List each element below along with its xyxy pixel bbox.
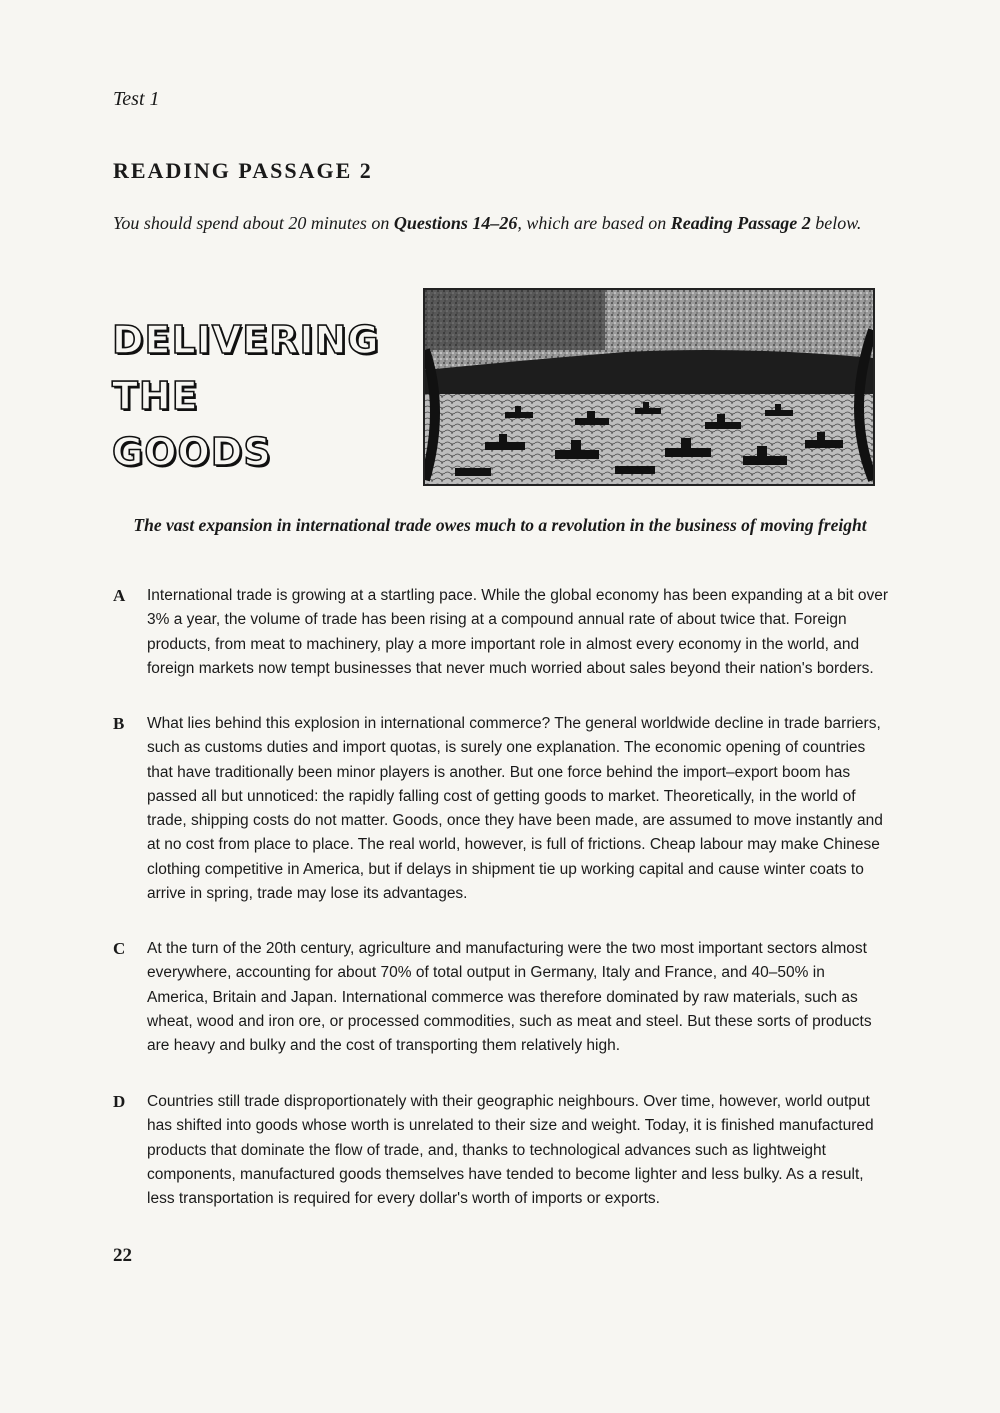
paragraph-letter: C <box>113 939 126 958</box>
paragraph-text: Countries still trade disproportionately with their geographic neighbours. Over time, however, world output has shifted into goods whose worth is unrelated to their size and weight. Today, it is finished manufactured products that dominate the flow of trade, and, thanks to technological advances such as lightweight components, manufactured goods themselves have tended to become lighter and less bulky. As a result, less transportation is required for every dollar's worth of imports or exports. <box>147 1093 874 1208</box>
article-title-line: GOODS <box>112 430 272 474</box>
paragraph-text: International trade is growing at a startling pace. While the global economy has been expanding at a bit over 3% a year, the volume of trade has been rising at a compound annual rate of about twice that. Foreign products, from meat to machinery, play a more important role in almost every economy in the world, and foreign markets now tempt businesses that never much worried about sales beyond their nation's borders. <box>147 587 889 677</box>
article-title-line: THE <box>112 374 199 418</box>
paragraph-d <box>113 1090 888 1211</box>
paragraph-text: What lies behind this explosion in international commerce? The general worldwide decline in trade barriers, such as customs duties and import quotas, is surely one explanation. The economic opening of countries that have traditionally been minor players is another. But one force behind the import–export boom has passed all but unnoticed: the rapidly falling cost of getting goods to market. Theoretically, in the world of trade, shipping costs do not matter. Goods, once they have been made, are assumed to move instantly and at no cost from place to place. The real world, however, is full of frictions. Cheap labour may make Chinese clothing competitive in America, but if delays in shipment tie up working capital and cause winter coats to arrive in spring, trade may lose its advantages. <box>147 715 883 903</box>
section-title: READING PASSAGE 2 <box>113 158 373 183</box>
article-title <box>112 312 402 480</box>
paragraph-letter: A <box>113 586 126 605</box>
instructions-questions: Questions 14–26 <box>393 213 518 233</box>
page-number: 22 <box>113 1245 132 1266</box>
paragraph-c <box>113 937 888 1058</box>
paragraph-text: At the turn of the 20th century, agriculture and manufacturing were the two most important sectors almost everywhere, accounting for about 70% of total output in Germany, Italy and France, and 40–50% in America, Britain and Japan. International commerce was therefore dominated by raw materials, such as wheat, wood and iron ore, or processed commodities, such as meat and steel. But these sorts of products are heavy and bulky and the cost of transporting them relatively high. <box>147 940 872 1055</box>
instructions-text: You should spend about 20 minutes on <box>113 213 394 233</box>
paragraph-letter: D <box>113 1092 126 1111</box>
article-subtitle: The vast expansion in international trade owes much to a revolution in the business of moving freight <box>133 515 867 535</box>
paragraph-letter: B <box>113 714 125 733</box>
instructions-text: below. <box>810 213 862 233</box>
paragraph-a <box>113 584 888 681</box>
instructions-text: , which are based on <box>517 213 671 233</box>
harbor-ships-photo <box>423 288 875 486</box>
test-label: Test 1 <box>113 88 160 110</box>
instructions-passage: Reading Passage 2 <box>670 213 811 233</box>
instructions <box>113 210 883 237</box>
article-title-line: DELIVERING <box>112 318 380 362</box>
paragraph-b <box>113 712 888 906</box>
